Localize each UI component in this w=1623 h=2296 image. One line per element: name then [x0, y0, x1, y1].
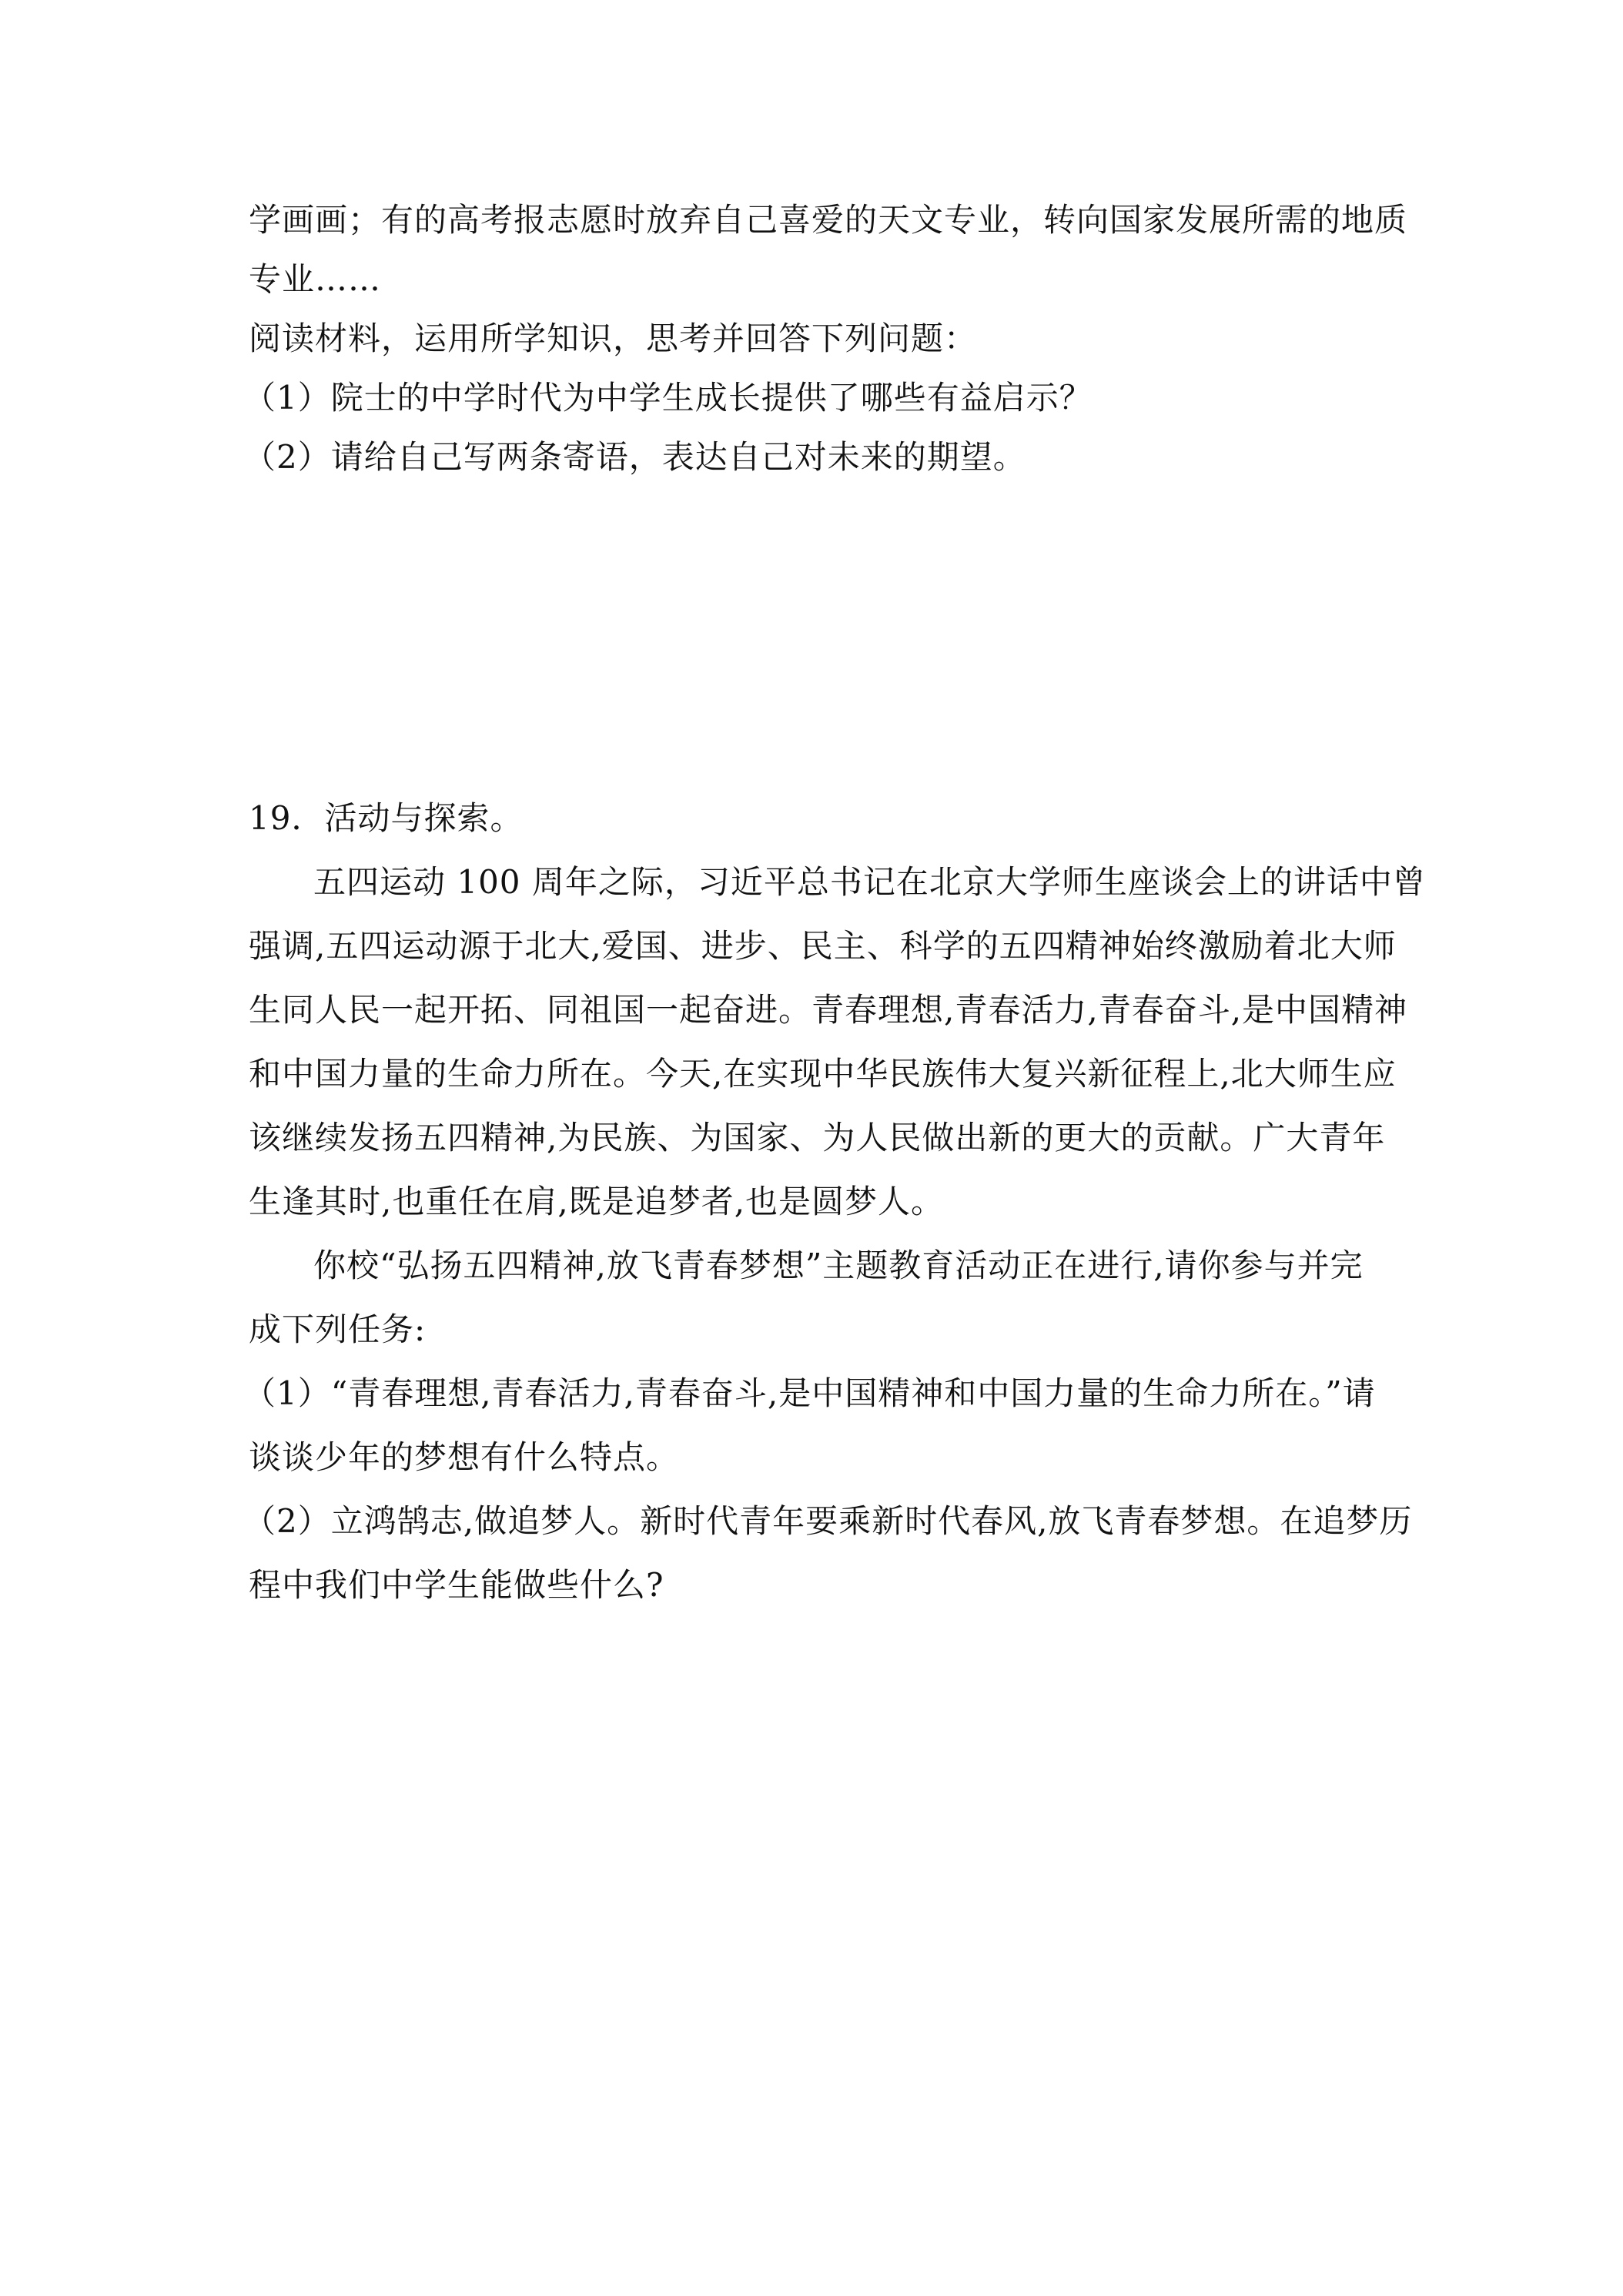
q19-paragraph2-line-2: 成下列任务: — [249, 1310, 427, 1348]
q19-paragraph2-line-1: 你校“弘扬五四精神,放飞青春梦想”主题教育活动正在进行,请你参与并完 — [313, 1247, 1364, 1284]
q19-subquestion-1-line-2: 谈谈少年的梦想有什么特点。 — [249, 1438, 680, 1476]
q18-subquestion-2: （2）请给自己写两条寄语，表达自己对未来的期望。 — [243, 438, 1026, 476]
q18-subquestion-1: （1）院士的中学时代为中学生成长提供了哪些有益启示？ — [243, 379, 1093, 417]
q19-subquestion-1-line-1: （1）“青春理想,青春活力,青春奋斗,是中国精神和中国力量的生命力所在。”请 — [243, 1374, 1376, 1412]
q19-subquestion-2-line-2: 程中我们中学生能做些什么? — [249, 1566, 664, 1604]
q19-paragraph1-line-3: 生同人民一起开拓、同祖国一起奋进。青春理想,青春活力,青春奋斗,是中国精神 — [249, 991, 1408, 1029]
q19-paragraph1-line-5: 该继续发扬五四精神,为民族、为国家、为人民做出新的更大的贡献。广大青年 — [249, 1119, 1386, 1156]
q19-paragraph1-line-1: 五四运动 100 周年之际，习近平总书记在北京大学师生座谈会上的讲话中曾 — [313, 863, 1426, 901]
q19-paragraph1-line-4: 和中国力量的生命力所在。今天,在实现中华民族伟大复兴新征程上,北大师生应 — [249, 1055, 1397, 1093]
q19-heading: 19．活动与探索。 — [249, 799, 524, 837]
q19-paragraph1-line-2: 强调,五四运动源于北大,爱国、进步、民主、科学的五四精神始终激励着北大师 — [249, 927, 1397, 965]
q18-instruction: 阅读材料，运用所学知识，思考并回答下列问题： — [249, 320, 978, 357]
q19-paragraph1-line-6: 生逢其时,也重任在肩,既是追梦者,也是圆梦人。 — [249, 1183, 945, 1220]
q18-line-2: 专业…… — [249, 260, 382, 298]
q18-line-1: 学画画；有的高考报志愿时放弃自己喜爱的天文专业，转向国家发展所需的地质 — [249, 201, 1408, 239]
q19-subquestion-2-line-1: （2）立鸿鹄志,做追梦人。新时代青年要乘新时代春风,放飞青春梦想。在追梦历 — [243, 1502, 1413, 1540]
